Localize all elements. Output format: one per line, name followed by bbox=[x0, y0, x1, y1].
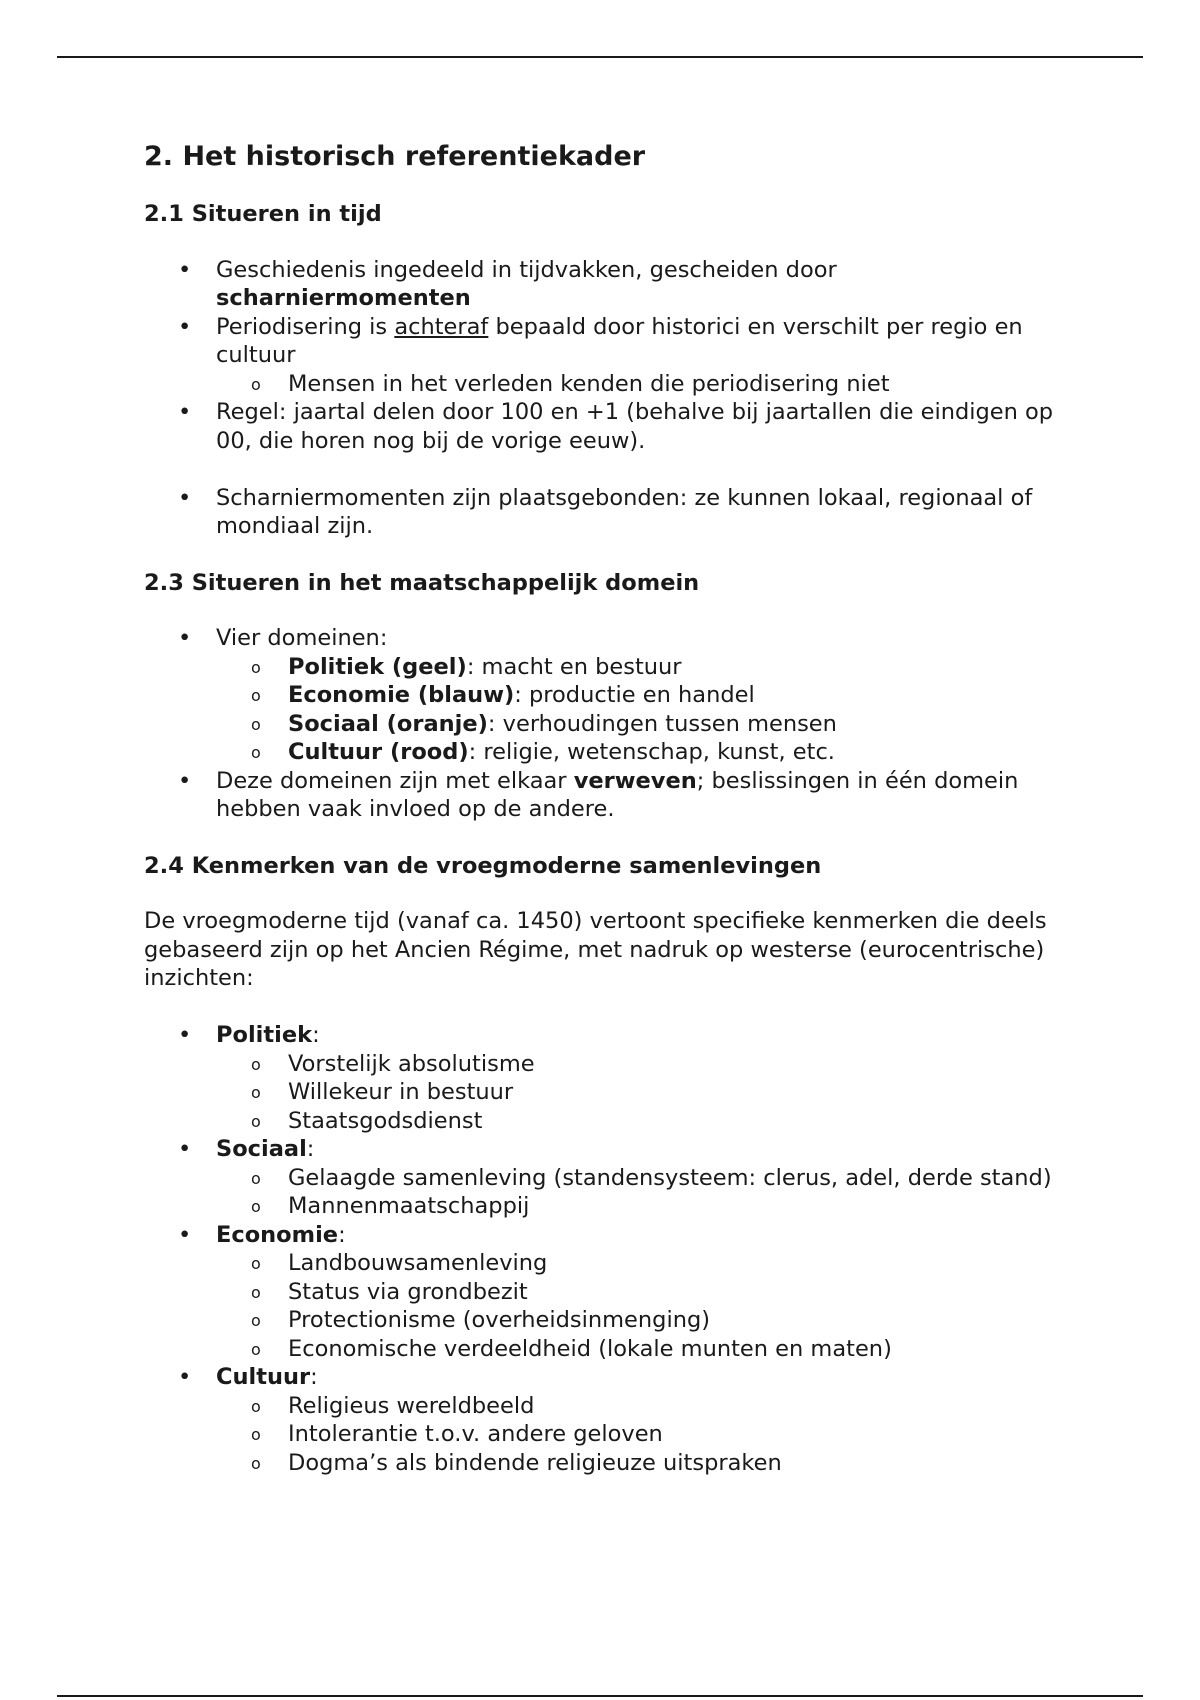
domain-item: o Economie (blauw): productie en handel bbox=[216, 681, 1064, 710]
section-2-1-list-continued bbox=[144, 484, 1064, 541]
sub-list bbox=[216, 1392, 1064, 1478]
section-heading-2-1: 2.1 Situeren in tijd bbox=[144, 201, 382, 227]
category-item: • Cultuur: o Religieus wereldbeeld o Intolerantie t.o.v. andere geloven o Dogma’s als bindende religieuze uitspraken bbox=[144, 1363, 1064, 1477]
header-rule bbox=[57, 56, 1143, 58]
sub-list-item: o Landbouwsamenleving bbox=[216, 1249, 1064, 1278]
domain-item: o Cultuur (rood): religie, wetenschap, kunst, etc. bbox=[216, 738, 1064, 767]
sub-list bbox=[216, 1249, 1064, 1363]
list-item: • Scharniermomenten zijn plaatsgebonden: ze kunnen lokaal, regionaal of mondiaal zijn. bbox=[144, 484, 1064, 541]
sub-list-item: o Vorstelijk absolutisme bbox=[216, 1050, 1064, 1079]
list-item: • Periodisering is achteraf bepaald door historici en verschilt per regio en cultuur o Mensen in het verleden kenden die periodisering niet bbox=[144, 313, 1064, 399]
section-heading-2-3: 2.3 Situeren in het maatschappelijk domein bbox=[144, 569, 700, 596]
sub-list-item: o Religieus wereldbeeld bbox=[216, 1392, 1064, 1421]
sub-list-item: o Gelaagde samenleving (standensysteem: clerus, adel, derde stand) bbox=[216, 1164, 1064, 1193]
section-2-4-list bbox=[144, 1021, 1064, 1477]
domain-item: o Sociaal (oranje): verhoudingen tussen mensen bbox=[216, 710, 1064, 739]
list-item: • Geschiedenis ingedeeld in tijdvakken, gescheiden door scharniermomenten bbox=[144, 256, 1064, 313]
sub-list-item: o Status via grondbezit bbox=[216, 1278, 1064, 1307]
sub-list bbox=[216, 1164, 1064, 1221]
domain-item: o Politiek (geel): macht en bestuur bbox=[216, 653, 1064, 682]
sub-list-item: o Mannenmaatschappij bbox=[216, 1192, 1064, 1221]
list-item: • Deze domeinen zijn met elkaar verweven; beslissingen in één domein hebben vaak invloed op de andere. bbox=[144, 767, 1064, 824]
list-item: • Regel: jaartal delen door 100 en +1 (behalve bij jaartallen die eindigen op 00, die horen nog bij de vorige eeuw). bbox=[144, 398, 1064, 455]
section-2-1-list bbox=[144, 256, 1064, 456]
category-item: • Sociaal: o Gelaagde samenleving (standensysteem: clerus, adel, derde stand) o Mannenmaatschappij bbox=[144, 1135, 1064, 1221]
list-item: • Vier domeinen: o Politiek (geel): macht en bestuur o Economie (blauw): productie en handel o Sociaal (oranje): verhoudingen tussen mensen o Cultuur (rood): religie, wetenschap, kunst, etc. bbox=[144, 624, 1064, 767]
sub-list-item: o Dogma’s als bindende religieuze uitspraken bbox=[216, 1449, 1064, 1478]
domain-list bbox=[216, 653, 1064, 767]
section-2-4-paragraph: De vroegmoderne tijd (vanaf ca. 1450) vertoont specifieke kenmerken die deels gebaseerd zijn op het Ancien Régime, met nadruk op westerse (eurocentrische) inzichten: bbox=[144, 908, 1047, 991]
sub-list-item: o Willekeur in bestuur bbox=[216, 1078, 1064, 1107]
sub-list bbox=[216, 1050, 1064, 1136]
document-body bbox=[144, 139, 1064, 1477]
category-item: • Politiek: o Vorstelijk absolutisme o Willekeur in bestuur o Staatsgodsdienst bbox=[144, 1021, 1064, 1135]
sub-list-item: o Protectionisme (overheidsinmenging) bbox=[216, 1306, 1064, 1335]
sub-list-item: o Mensen in het verleden kenden die periodisering niet bbox=[216, 370, 1064, 399]
page-title: 2. Het historisch referentiekader bbox=[144, 141, 646, 172]
sub-list-item: o Staatsgodsdienst bbox=[216, 1107, 1064, 1136]
sub-list bbox=[216, 370, 1064, 399]
section-heading-2-4: 2.4 Kenmerken van de vroegmoderne samenlevingen bbox=[144, 852, 822, 879]
section-2-3-list bbox=[144, 624, 1064, 824]
footer-rule bbox=[57, 1695, 1143, 1697]
sub-list-item: o Intolerantie t.o.v. andere geloven bbox=[216, 1420, 1064, 1449]
sub-list-item: o Economische verdeeldheid (lokale munten en maten) bbox=[216, 1335, 1064, 1364]
category-item: • Economie: o Landbouwsamenleving o Status via grondbezit o Protectionisme (overheidsinmenging) o Economische verdeeldheid (lokale munten en maten) bbox=[144, 1221, 1064, 1364]
